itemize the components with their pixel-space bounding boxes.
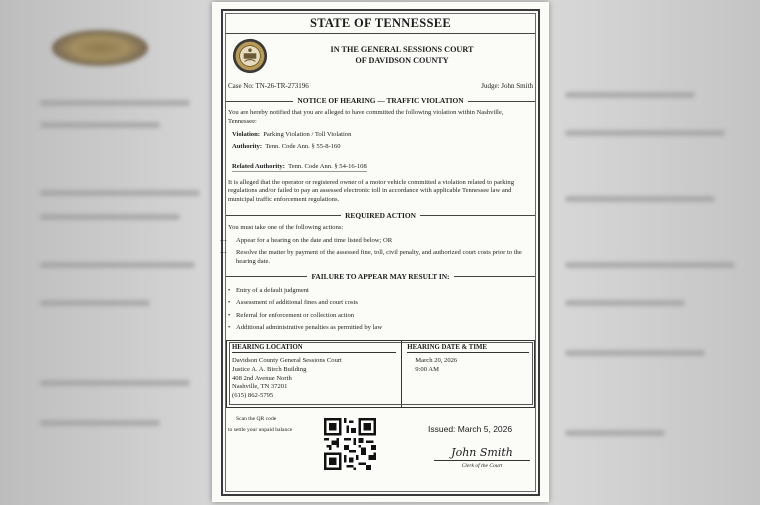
signature-role: Clerk of the Court — [461, 462, 503, 469]
required-intro: You must take one of the following actions: — [228, 223, 344, 231]
list-item: • Assessment of additional fines and court costs — [228, 297, 535, 310]
signature-name: John Smith — [434, 446, 530, 461]
authority-row: Authority: Tenn. Code Ann. § 55-8-160 — [232, 142, 341, 150]
address-line: Davidson County General Sessions Court — [232, 357, 342, 365]
intro-text: You are hereby notified that you are alleged to have committed the following violation within Nashville, Tennessee: — [228, 109, 504, 125]
court-line-2: OF DAVIDSON COUNTY — [355, 56, 449, 65]
document-title: STATE OF TENNESSEE — [309, 16, 452, 30]
address-line: Justice A. A. Birch Building — [232, 365, 307, 373]
case-number: Case No: TN-26-TR-273196 — [228, 82, 309, 90]
consequences-list — [228, 285, 535, 335]
clerk-signature — [434, 446, 530, 469]
notice-document — [212, 2, 549, 502]
list-item: • Additional administrative penalties as permitted by law — [228, 322, 535, 335]
blurred-seal — [52, 30, 148, 66]
qr-code-icon[interactable] — [324, 418, 376, 470]
violation-row: Violation: Parking Violation / Toll Violation — [232, 130, 352, 138]
state-seal-icon — [232, 38, 268, 74]
hearing-details-box — [226, 340, 535, 408]
issued-date: Issued: March 5, 2026 — [428, 423, 513, 434]
phone-number: (615) 862-5795 — [232, 391, 274, 399]
judge-name: Judge: John Smith — [481, 82, 533, 90]
address-line: Nashville, TN 37201 — [232, 383, 288, 391]
required-action-heading: REQUIRED ACTION — [226, 211, 535, 220]
hearing-time: 9:00 AM — [415, 365, 439, 373]
hearing-date: March 20, 2026 — [415, 357, 458, 365]
required-actions-list — [228, 236, 535, 266]
related-authority-row: Related Authority: Tenn. Code Ann. § 54-16-108 — [232, 162, 367, 170]
court-header — [226, 33, 535, 82]
failure-heading: FAILURE TO APPEAR MAY RESULT IN: — [226, 272, 535, 281]
list-item: • Entry of a default judgment — [228, 285, 535, 298]
address-line: 408 2nd Avenue North — [232, 374, 292, 382]
list-item: • Referral for enforcement or collection action — [228, 310, 535, 323]
qr-instructions: Scan the QR code to settle your unpaid balance — [228, 415, 293, 433]
court-line-1: IN THE GENERAL SESSIONS COURT — [330, 45, 474, 54]
notice-heading: NOTICE OF HEARING — TRAFFIC VIOLATION — [226, 96, 535, 105]
hearing-location: HEARING LOCATION Davidson County General Sessions Court Justice A. A. Birch Building 408 2nd Avenue North Nashville, TN 37201 (615) 862-5795 — [227, 341, 401, 407]
list-item: — Resolve the matter by payment of the assessed fine, toll, civil penalty, and authorized court costs prior to the hearing date. — [228, 248, 535, 266]
allegation-text: It is alleged that the operator or registered owner of a motor vehicle committed a violation related to parking regulations and/or failed to pay an assessed electronic toll in accordance with applicable Tennessee law and municipal traffic enforcement regulations. — [228, 178, 514, 204]
hearing-date-time: HEARING DATE & TIME March 20, 2026 9:00 AM — [401, 341, 534, 407]
list-item: — Appear for a hearing on the date and time listed below; OR — [228, 236, 535, 245]
